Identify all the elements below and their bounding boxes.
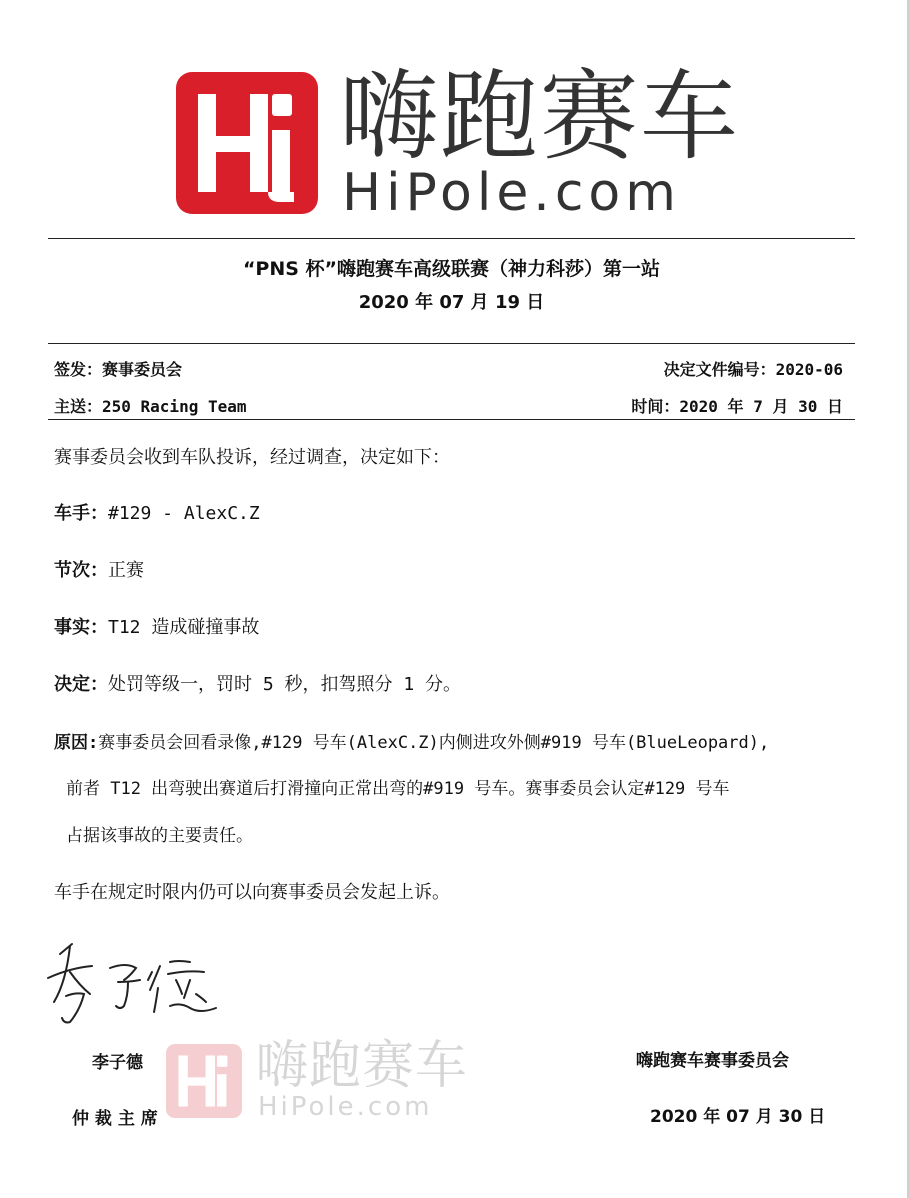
intro-text: 赛事委员会收到车队投诉，经过调查，决定如下： (54, 447, 450, 468)
fact-label: 事实： (54, 617, 108, 638)
divider (48, 343, 855, 344)
reason-line-1 (54, 728, 769, 753)
issuer: 签发：赛事委员会 (54, 360, 183, 379)
reason-line-2: 前者 T12 出弯驶出赛道后打滑撞向正常出弯的#919 号车。赛事委员会认定#129 号车 (66, 779, 730, 799)
signer-title: 仲 裁 主 席 (72, 1109, 158, 1129)
divider (48, 238, 855, 239)
reason-text-1: 赛事委员会回看录像,#129 号车(AlexC.Z)内侧进攻外侧#919 号车(BlueLeopard), (98, 733, 770, 753)
event-date: 2020 年 07 月 19 日 (358, 292, 545, 313)
divider (48, 419, 855, 420)
driver-line (54, 499, 260, 525)
watermark-logo-icon (166, 1044, 242, 1118)
logo-domain: HiPole.com (342, 163, 681, 223)
driver-value: #129 - AlexC.Z (108, 503, 260, 524)
fact-line (54, 613, 259, 639)
reason-label: 原因: (54, 733, 99, 753)
decision-number: 决定文件编号：2020-06 (663, 360, 843, 379)
decision-time: 时间：2020 年 7 月 30 日 (631, 397, 843, 416)
appeal-text: 车手在规定时限内仍可以向赛事委员会发起上诉。 (54, 882, 450, 903)
handwritten-signature (40, 932, 230, 1032)
hipole-logo-icon (176, 72, 318, 214)
watermark-domain: HiPole.com (258, 1092, 433, 1122)
decision-label: 决定： (54, 674, 108, 695)
decision-line (54, 670, 461, 696)
event-title: “PNS 杯”嗨跑赛车高级联赛（神力科莎）第一站 (242, 258, 661, 280)
session-value: 正赛 (108, 560, 144, 581)
logo-name: 嗨跑赛车 (340, 60, 741, 174)
watermark-name: 嗨跑赛车 (256, 1036, 469, 1096)
signature-date: 2020 年 07 月 30 日 (650, 1107, 826, 1127)
recipient: 主送：250 Racing Team (54, 397, 247, 416)
signer-name: 李子德 (92, 1053, 143, 1073)
session-label: 节次： (54, 560, 108, 581)
driver-label: 车手： (54, 503, 108, 524)
decision-value: 处罚等级一，罚时 5 秒，扣驾照分 1 分。 (108, 674, 462, 695)
committee-name: 嗨跑赛车赛事委员会 (636, 1051, 789, 1071)
reason-line-3: 占据该事故的主要责任。 (66, 826, 253, 846)
fact-value: T12 造成碰撞事故 (108, 617, 260, 638)
session-line (54, 556, 144, 582)
